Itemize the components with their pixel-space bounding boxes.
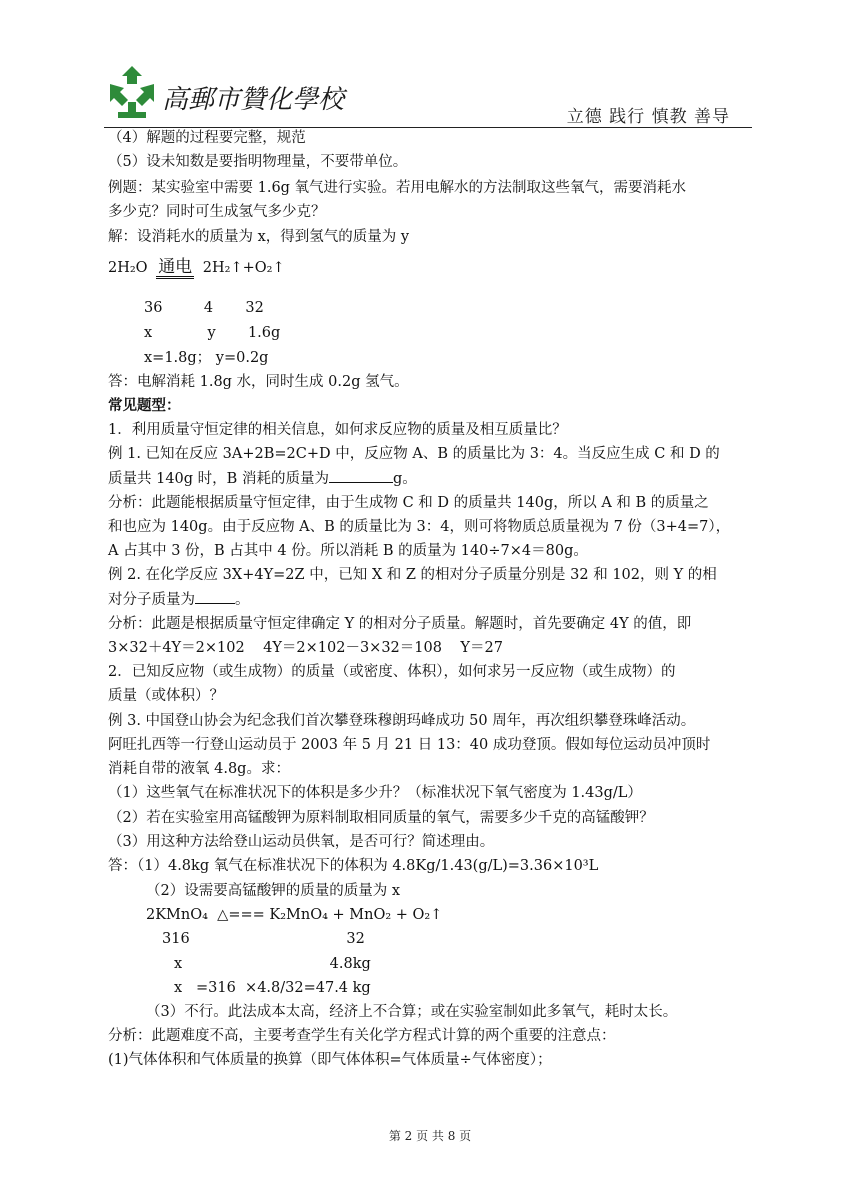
text-segment: 对分子质量为 [108, 592, 195, 608]
text-line: 例 1. 已知在反应 3A+2B=2C+D 中，反应物 A、B 的质量比为 3：4。当反应生成 C 和 D 的 [108, 446, 720, 462]
text-line: （2）若在实验室用高锰酸钾为原料制取相同质量的氧气，需要多少千克的高锰酸钾？ [108, 810, 654, 826]
text-line: 例 2. 在化学反应 3X+4Y=2Z 中，已知 X 和 Z 的相对分子质量分别是 32 和 102，则 Y 的相 [108, 567, 717, 583]
section-heading: 常见题型： [108, 397, 181, 414]
school-name-calligraphy: 高郵市贊化學校 [162, 85, 345, 115]
text-line: 316 32 [162, 931, 365, 947]
text-line: x =316 ×4.8/32=47.4 kg [174, 980, 371, 996]
text-line: 消耗自带的液氧 4.8g。求： [108, 761, 290, 777]
text-line: 1．利用质量守恒定律的相关信息，如何求反应物的质量及相互质量比？ [108, 422, 567, 438]
page-header [104, 60, 752, 130]
text-segment: 质量共 140g 时，B 消耗的质量为 [108, 471, 329, 487]
text-line: 例题：某实验室中需要 1.6g 氧气进行实验。若用电解水的方法制取这些氧气，需要消耗水 [108, 180, 687, 196]
text-line: （1）这些氧气在标准状况下的体积是多少升？（标准状况下氧气密度为 1.43g/L） [108, 785, 642, 801]
text-line: 分析：此题难度不高，主要考查学生有关化学方程式计算的两个重要的注意点： [108, 1028, 616, 1044]
answer-blank [329, 468, 393, 483]
text-line: （2）设需要高锰酸钾的质量的质量为 x [146, 883, 401, 899]
answer-blank [195, 589, 235, 604]
text-line: A 占其中 3 份，B 占其中 4 份。所以消耗 B 的质量为 140÷7×4＝80g。 [108, 543, 588, 559]
text-line: 分析：此题能根据质量守恒定律，由于生成物 C 和 D 的质量共 140g，所以 A 和 B 的质量之 [108, 495, 709, 511]
text-line: （5）设未知数是要指明物理量，不要带单位。 [108, 154, 408, 170]
text-line: 解：设消耗水的质量为 x，得到氢气的质量为 y [108, 229, 410, 245]
text-line [108, 589, 250, 610]
page-number: 第 2 页 共 8 页 [388, 1129, 472, 1143]
equation-condition: 通电 [158, 257, 193, 277]
text-line: x=1.8g； y=0.2g [144, 350, 269, 366]
text-line: x 4.8kg [174, 956, 371, 972]
text-line: （3）不行。此法成本太高，经济上不合算；或在实验室制如此多氧气，耗时太长。 [146, 1004, 678, 1020]
text-line: x y 1.6g [144, 325, 281, 341]
text-line: 质量（或体积）？ [108, 688, 224, 704]
school-logo [104, 62, 404, 124]
text-line: 多少克？同时可生成氢气多少克？ [108, 204, 326, 220]
text-line: 例 3. 中国登山协会为纪念我们首次攀登珠穆朗玛峰成功 50 周年，再次组织攀登珠峰活动。 [108, 713, 696, 729]
text-line [108, 468, 417, 489]
text-line: 阿旺扎西等一行登山运动员于 2003 年 5 月 21 日 13：40 成功登顶。假如每位运动员冲顶时 [108, 737, 711, 753]
text-segment: g。 [392, 471, 417, 487]
equation-right: 2H₂↑+O₂↑ [202, 260, 285, 276]
equation-permanganate: 2KMnO₄ △=== K₂MnO₄ + MnO₂ + O₂↑ [146, 907, 443, 923]
text-line: 和也应为 140g。由于反应物 A、B 的质量比为 3：4，则可将物质总质量视为 7 份（3+4=7）， [108, 519, 731, 535]
text-segment: 。 [235, 592, 250, 608]
equation-electrolysis [108, 258, 285, 279]
text-line: (1)气体体积和气体质量的换算（即气体体积=气体质量÷气体密度）； [108, 1052, 552, 1068]
text-line: 3×32＋4Y＝2×102 4Y＝2×102－3×32＝108 Y＝27 [108, 640, 503, 656]
text-line: 分析：此题是根据质量守恒定律确定 Y 的相对分子质量。解题时，首先要确定 4Y 的值，即 [108, 616, 692, 632]
equation-left: 2H₂O [108, 260, 148, 276]
text-line: 答：电解消耗 1.8g 水，同时生成 0.2g 氢气。 [108, 374, 409, 390]
text-line: 答：（1）4.8kg 氧气在标准状况下的体积为 4.8Kg/1.43(g/L)=3.36×10³L [108, 858, 599, 874]
text-line: 2．已知反应物（或生成物）的质量（或密度、体积），如何求另一反应物（或生成物）的 [108, 664, 676, 680]
text-line: 36 4 32 [144, 300, 264, 316]
school-motto: 立德 践行 慎教 善导 [566, 107, 730, 127]
text-line: （3）用这种方法给登山运动员供氧，是否可行？简述理由。 [108, 834, 495, 850]
text-line: （4）解题的过程要完整，规范 [108, 130, 306, 146]
